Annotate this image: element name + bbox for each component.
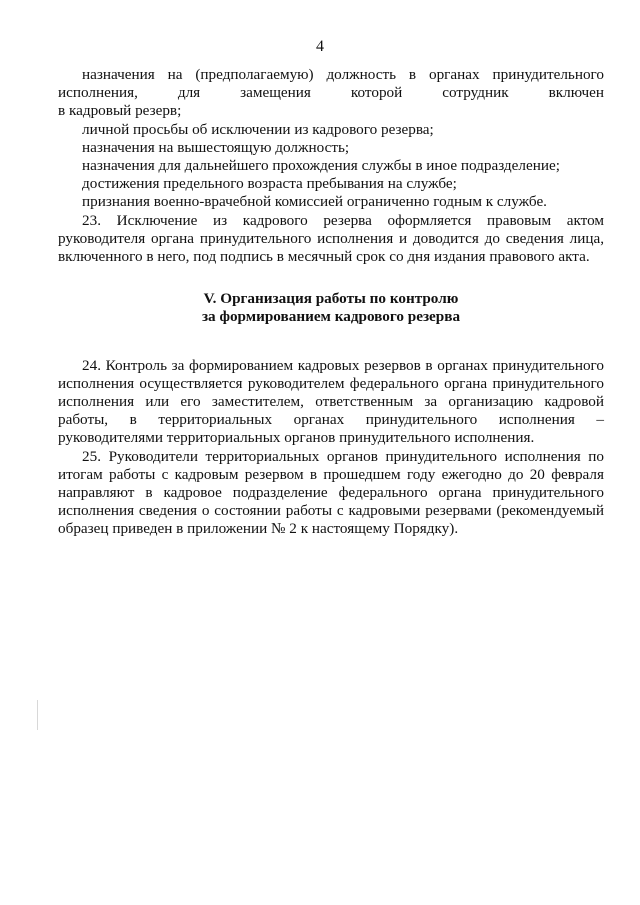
page-number: 4 <box>316 38 324 55</box>
paragraph-item-23: 23. Исключение из кадрового резерва оформляется правовым актом руководителя органа принудительного исполнения и доводится до сведения лица, включенного в него, под подпись в месячный срок со дня издания правового акта. <box>58 211 604 266</box>
list-item: достижения предельного возраста пребывания на службе; <box>82 175 457 193</box>
section-heading-line-1: V. Организация работы по контролю <box>203 290 459 308</box>
list-item: назначения для дальнейшего прохождения службы в иное подразделение; <box>82 157 560 175</box>
list-item: назначения на вышестоящую должность; <box>82 138 350 156</box>
paragraph-continuation-line-1: назначения на (предполагаемую) должность в органах принудительного <box>82 66 604 83</box>
paragraph-item-24: 24. Контроль за формированием кадровых резервов в органах принудительного исполнения осуществляется руководителем федерального органа принудительного исполнения или его заместителем, ответственным за организацию кадровой работы, в территориальных органах принудительного исполнения – руководителями территориальных органов принудительного исполнения. <box>58 356 604 447</box>
scan-margin-mark <box>37 700 38 730</box>
section-heading <box>58 290 604 326</box>
section-heading-line-2: за формированием кадрового резерва <box>201 308 461 326</box>
paragraph-continuation-line-2: исполнения, для замещения которой сотрудник включен <box>58 84 604 102</box>
paragraph-continuation-line-3: в кадровый резерв; <box>58 102 182 120</box>
document-body <box>58 66 604 539</box>
paragraph-item-25: 25. Руководители территориальных органов принудительного исполнения по итогам работы с кадровым резервом в прошедшем году ежегодно до 20 февраля направляют в кадровое подразделение федерального органа принудительного исполнения сведения о состоянии работы с кадровыми резервами (рекомендуемый образец приведен в приложении № 2 к настоящему Порядку). <box>58 447 604 538</box>
list-item: признания военно-врачебной комиссией ограниченно годным к службе. <box>82 193 547 211</box>
list-item: личной просьбы об исключении из кадрового резерва; <box>82 120 434 138</box>
